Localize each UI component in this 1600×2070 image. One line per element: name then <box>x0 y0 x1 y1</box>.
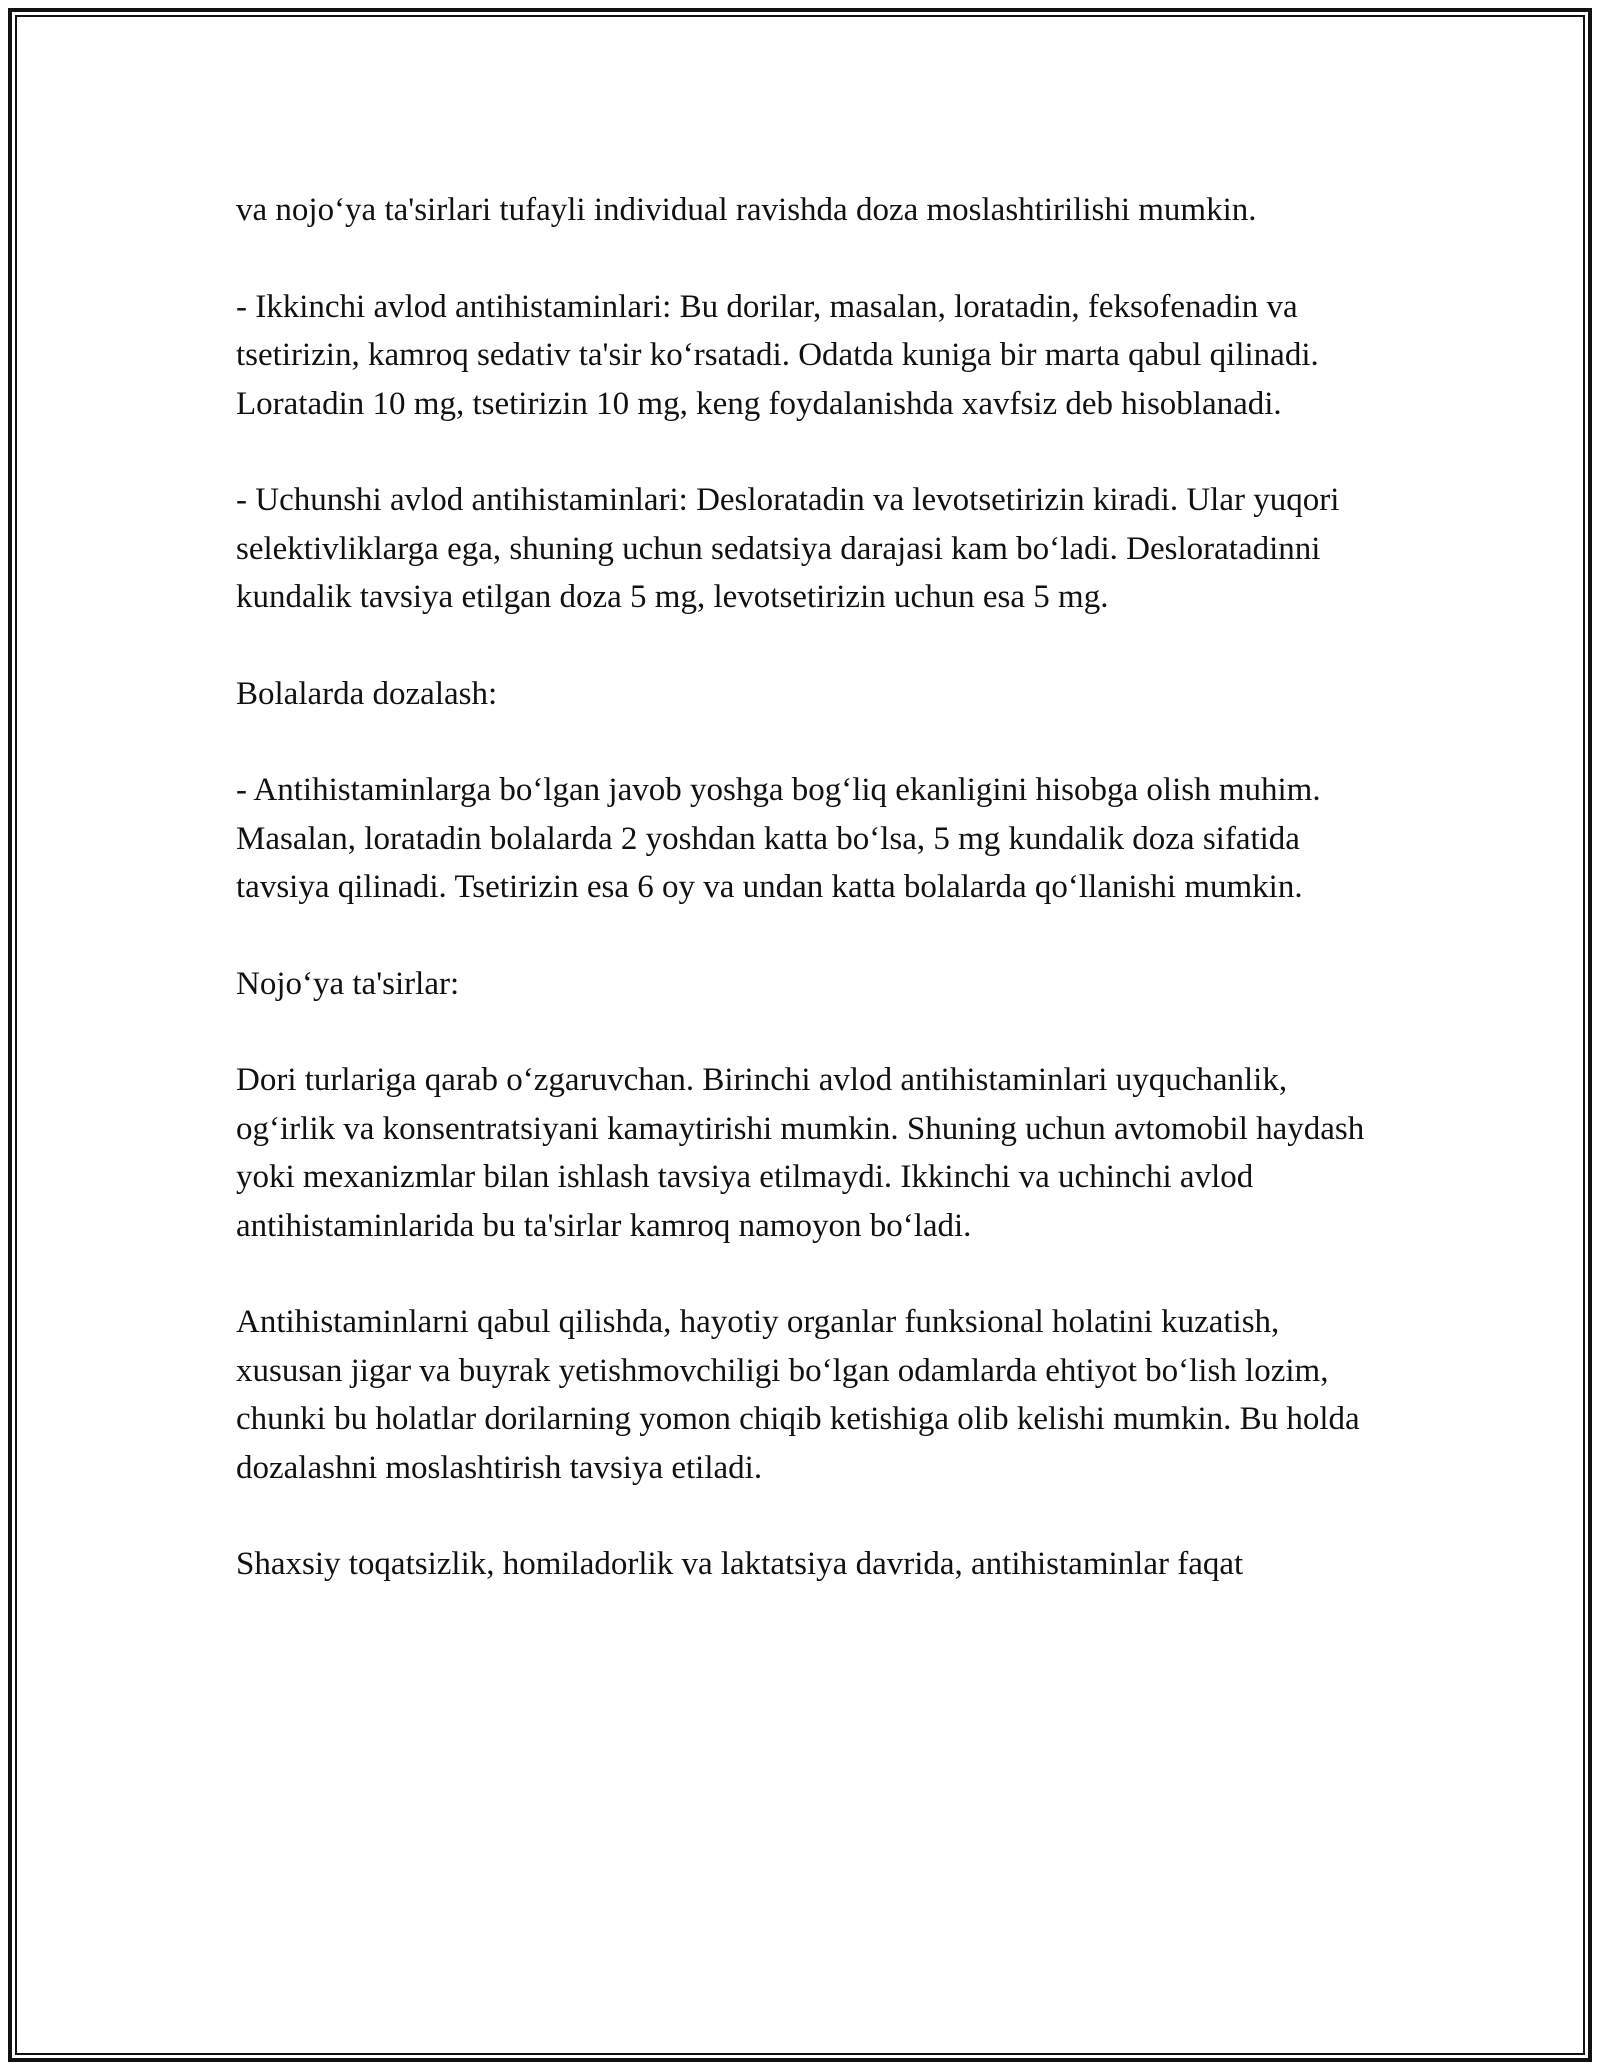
paragraph-dose-adjustment: va nojo‘ya ta'sirlari tufayli individual ravishda doza moslashtirilishi mumkin. <box>236 192 1257 228</box>
paragraph-pregnancy-lactation: Shaxsiy toqatsizlik, homiladorlik va laktatsiya davrida, antihistaminlar faqat <box>236 1546 1244 1582</box>
heading-side-effects: Nojo‘ya ta'sirlar: <box>236 965 460 1002</box>
paragraph-second-generation: - Ikkinchi avlod antihistaminlari: Bu dorilar, masalan, loratadin, feksofenadin va tsetirizin, kamroq sedativ ta'sir ko‘rsatadi. Odatda kuniga bir marta qabul qilinadi. Loratadin 10 mg, tsetirizin 10 mg, keng foydalanishda xavfsiz deb hisoblanadi. <box>236 288 1319 422</box>
paragraph-third-generation: - Uchunshi avlod antihistaminlari: Desloratadin va levotsetirizin kiradi. Ular yuqori selektivliklarga ega, shuning uchun sedatsiya darajasi kam bo‘ladi. Desloratadinni kundalik tavsiya etilgan doza 5 mg, levotsetirizin uchun esa 5 mg. <box>236 482 1340 615</box>
paragraph-organ-monitoring: Antihistaminlarni qabul qilishda, hayotiy organlar funksional holatini kuzatish, xususan jigar va buyrak yetishmovchiligi bo‘lgan odamlarda ehtiyot bo‘lish lozim, chunki bu holatlar dorilarning yomon chiqib ketishiga olib kelishi mumkin. Bu holda dozalashni moslashtirish tavsiya etiladi. <box>236 1304 1360 1486</box>
document-body <box>236 186 1386 1589</box>
paragraph-side-effects: Dori turlariga qarab o‘zgaruvchan. Birinchi avlod antihistaminlari uyquchanlik, og‘irlik va konsentratsiyani kamaytirishi mumkin. Shuning uchun avtomobil haydash yoki mexanizmlar bilan ishlash tavsiya etilmaydi. Ikkinchi va uchinchi avlod antihistaminlarida bu ta'sirlar kamroq namoyon bo‘ladi. <box>236 1062 1365 1244</box>
heading-pediatric-dosing: Bolalarda dozalash: <box>236 675 498 712</box>
paragraph-pediatric-dosing: - Antihistaminlarga bo‘lgan javob yoshga bog‘liq ekanligini hisobga olish muhim. Masalan, loratadin bolalarda 2 yoshdan katta bo‘lsa, 5 mg kundalik doza sifatida tavsiya qilinadi. Tsetirizin esa 6 oy va undan katta bolalarda qo‘llanishi mumkin. <box>236 772 1321 905</box>
